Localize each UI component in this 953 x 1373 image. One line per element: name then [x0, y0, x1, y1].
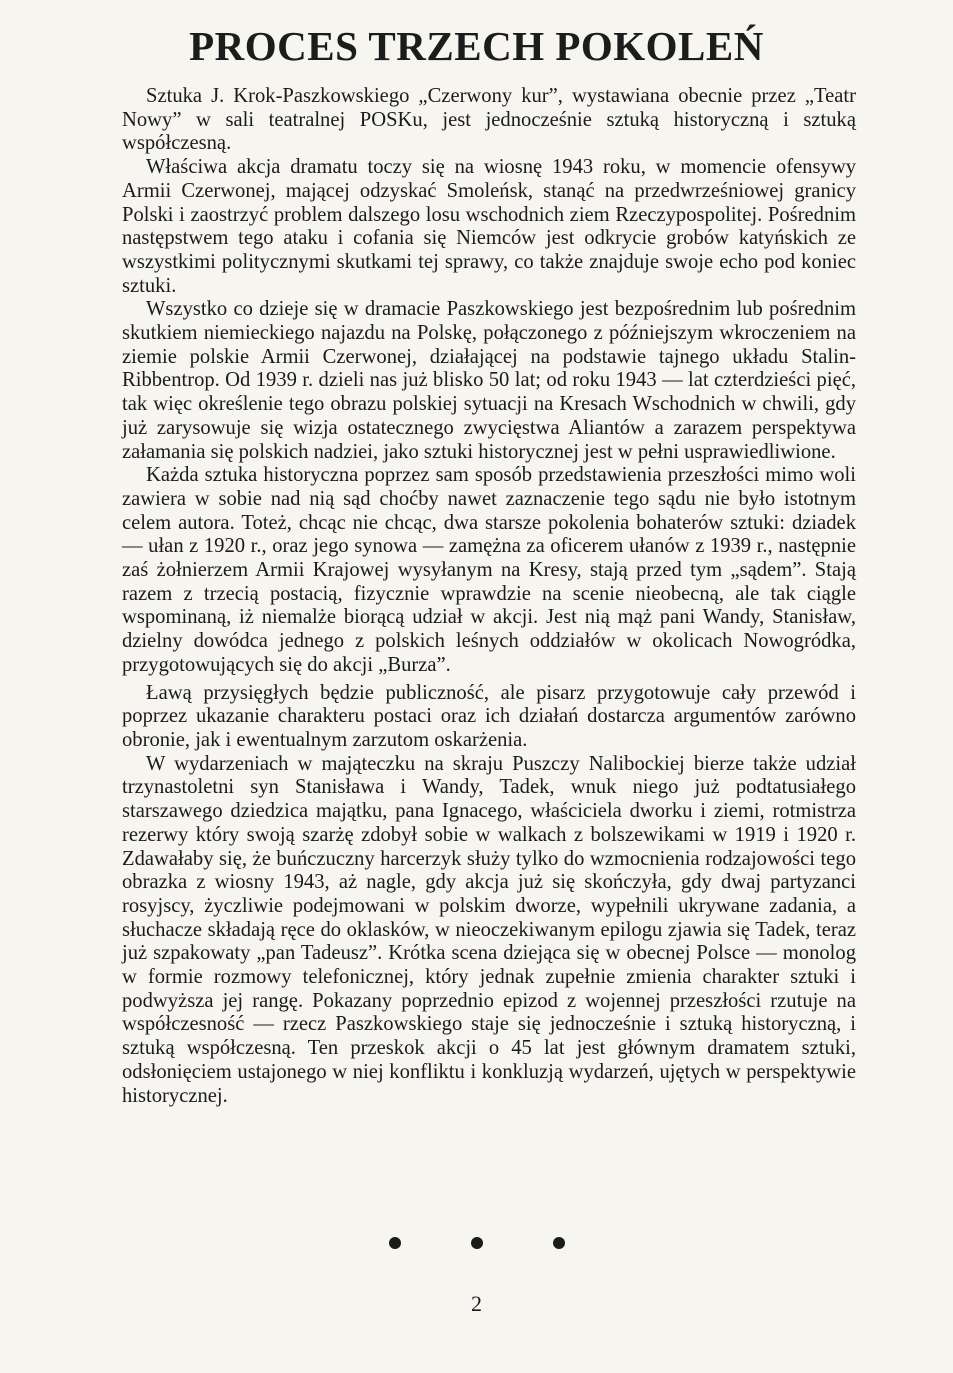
paragraph-6: W wydarzeniach w mająteczku na skraju Puszczy Nalibockiej bierze także udział trzynastoletni syn Stanisława i Wandy, Tadek, wnuk niego już podtatusiałego starszawego dziedzica majątku, pana Ignacego, właściciela dworku i ziemi, rotmistrza rezerwy który swoją szarżę zdobył sobie w walkach z bolszewikami w 1919 i 1920 r. Zdawałaby się, że buńczuczny harcerzyk służy tylko do wzmocnienia rodzajowości tego obrazka z wiosny 1943, aż nagle, gdy akcja już się skończyła, gdy dwaj partyzanci rosyjscy, życzliwie podejmowani w polskim dworze, wypełnili ukrywane zadania, a słuchacze składają ręce do oklasków, w nieoczekiwanym epilogu zjawia się Tadek, teraz już szpakowaty „pan Tadeusz”. Krótka scena dziejąca się w obecnej Polsce — monolog w formie rozmowy telefonicznej, który jednak zupełnie zmienia charakter sztuki i podwyższa jej rangę. Pokazany poprzednio epizod z wojennej przeszłości rzutuje na współczesność — rzecz Paszkowskiego staje się jednocześnie i sztuką historyczną, i sztuką współczesną. Ten przeskok akcji o 45 lat jest głównym dramatem sztuki, odsłonięciem ustajonego w niej konfliktu i konkluzją wydarzeń, ujętych w perspektywie historycznej.: [122, 752, 856, 1107]
section-separator: [0, 1237, 953, 1249]
bullet-dot: [553, 1237, 565, 1249]
bullet-dot: [389, 1237, 401, 1249]
article-body: [122, 85, 856, 1108]
page-number: 2: [471, 1291, 482, 1316]
paragraph-2: Właściwa akcja dramatu toczy się na wiosnę 1943 roku, w momencie ofensywy Armii Czerwonej, mającej odzyskać Smoleńsk, stanąć na przedwrześniowej granicy Polski i zaostrzyć problem dalszego losu wschodnich ziem Rzeczypospolitej. Pośrednim następstwem tego ataku i cofania się Niemców jest odkrycie grobów katyńskich ze wszystkimi politycznymi skutkami tej sprawy, co także znajduje swoje echo pod koniec sztuki.: [122, 156, 856, 297]
bullet-dot: [471, 1237, 483, 1249]
paragraph-5: Ławą przysięgłych będzie publiczność, ale pisarz przygotowuje cały przewód i poprzez ukazanie charakteru postaci oraz ich działań dostarcza argumentów zarówno obronie, jak i ewentualnym zarzutom oskarżenia.: [122, 681, 856, 751]
paragraph-1: Sztuka J. Krok-Paszkowskiego „Czerwony kur”, wystawiana obecnie przez „Teatr Nowy” w sali teatralnej POSKu, jest jednocześnie sztuką historyczną i sztuką współczesną.: [122, 85, 856, 155]
paragraph-3: Wszystko co dzieje się w dramacie Paszkowskiego jest bezpośrednim lub pośrednim skutkiem niemieckiego najazdu na Polskę, połączonego z późniejszym wkroczeniem na ziemie polskie Armii Czerwonej, działającej na podstawie tajnego układu Stalin-Ribbentrop. Od 1939 r. dzieli nas już blisko 50 lat; od roku 1943 — lat czterdzieści pięć, tak więc określenie tego obrazu polskiej sytuacji na Kresach Wschodnich w chwili, gdy już zarysowuje się wizja ostatecznego zwycięstwa Aliantów a zarazem perspektywa załamania się polskich nadziei, jako sztuki historycznej jest w pełni usprawiedliwione.: [122, 298, 856, 463]
page-title: PROCES TRZECH POKOLEŃ: [189, 23, 764, 69]
paragraph-4: Każda sztuka historyczna poprzez sam sposób przedstawienia przeszłości mimo woli zawiera w sobie nad nią sąd choćby nawet zaznaczenie tego sądu nie było istotnym celem autora. Toteż, chcąc nie chcąc, dwa starsze pokolenia bohaterów sztuki: dziadek — ułan z 1920 r., oraz jego synowa — zamężna za oficerem ułanów z 1939 r., następnie zaś żołnierzem Armii Krajowej wysyłanym na Kresy, stają przed tym „sądem”. Stają razem z trzecią postacią, fizycznie wprawdzie na scenie nieobecną, ale tak ciągle wspominaną, iż niemalże biorącą udział w akcji. Jest nią mąż pani Wandy, Stanisław, dzielny dowódca jednego z polskich leśnych oddziałów w okolicach Nowogródka, przygotowujących się do akcji „Burza”.: [122, 464, 856, 676]
